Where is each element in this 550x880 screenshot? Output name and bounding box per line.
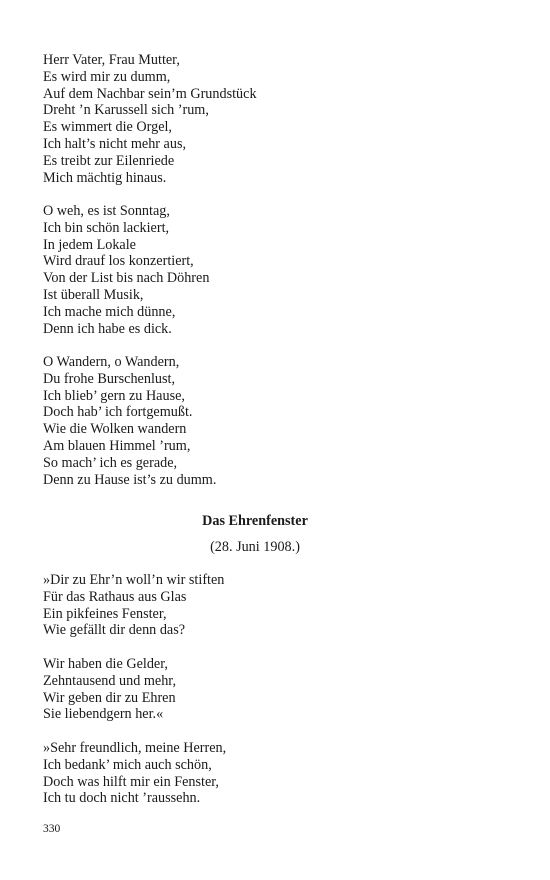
verse-line: Ich bedank’ mich auch schön,: [43, 756, 212, 773]
verse-line: Zehntausend und mehr,: [43, 672, 176, 689]
verse-line: Doch was hilft mir ein Fenster,: [43, 773, 219, 790]
verse-line: Es wird mir zu dumm,: [43, 68, 171, 85]
poem1-stanza-1: [43, 52, 513, 186]
verse-line: Auf dem Nachbar sein’m Grundstück: [43, 85, 257, 102]
verse-line: Herr Vater, Frau Mutter,: [43, 52, 180, 68]
verse-line: »Dir zu Ehr’n woll’n wir stiften: [43, 572, 225, 588]
verse-line: Ich mache mich dünne,: [43, 303, 176, 320]
verse-line: Ich blieb’ gern zu Hause,: [43, 387, 185, 404]
verse-line: Ich tu doch nicht ’raussehn.: [43, 790, 201, 807]
verse-line: Denn zu Hause ist’s zu dumm.: [43, 471, 217, 488]
verse-line: O Wandern, o Wandern,: [43, 354, 180, 370]
verse-line: Mich mächtig hinaus.: [43, 169, 167, 186]
verse-line: Dreht ’n Karussell sich ’rum,: [43, 102, 209, 119]
verse-line: Ein pikfeines Fenster,: [43, 605, 167, 622]
verse-line: So mach’ ich es gerade,: [43, 454, 178, 471]
page-number: 330: [43, 823, 61, 835]
verse-line: Wie gefällt dir denn das?: [43, 622, 186, 639]
verse-line: Wie die Wolken wandern: [43, 421, 187, 438]
verse-line: Ich halt’s nicht mehr aus,: [43, 135, 187, 152]
verse-line: Wir haben die Gelder,: [43, 656, 168, 672]
poem2-stanza-3: [43, 740, 513, 807]
verse-line: Am blauen Himmel ’rum,: [43, 437, 191, 454]
verse-line: Wir geben dir zu Ehren: [43, 689, 176, 706]
verse-line: »Sehr freundlich, meine Herren,: [43, 740, 227, 756]
verse-line: Wird drauf los konzertiert,: [43, 253, 194, 270]
verse-line: Es wimmert die Orgel,: [43, 119, 172, 136]
verse-line: Du frohe Burschenlust,: [43, 370, 175, 387]
verse-line: In jedem Lokale: [43, 236, 136, 253]
verse-line: Denn ich habe es dick.: [43, 320, 172, 337]
poem1-stanza-3: [43, 354, 513, 488]
verse-line: O weh, es ist Sonntag,: [43, 203, 170, 219]
verse-line: Von der List bis nach Döhren: [43, 270, 210, 287]
verse-line: Ist überall Musik,: [43, 286, 144, 303]
poem2-stanza-1: [43, 572, 513, 639]
poem1-stanza-2: [43, 203, 513, 337]
verse-line: Für das Rathaus aus Glas: [43, 588, 187, 605]
verse-line: Doch hab’ ich fortgemußt.: [43, 404, 193, 421]
verse-line: Sie liebendgern her.«: [43, 706, 164, 723]
verse-line: Ich bin schön lackiert,: [43, 219, 170, 236]
poem-title: Das Ehrenfenster: [202, 513, 308, 529]
verse-line: Es treibt zur Eilenriede: [43, 152, 175, 169]
poem2-stanza-2: [43, 656, 513, 723]
poem-date: (28. Juni 1908.): [210, 539, 300, 555]
